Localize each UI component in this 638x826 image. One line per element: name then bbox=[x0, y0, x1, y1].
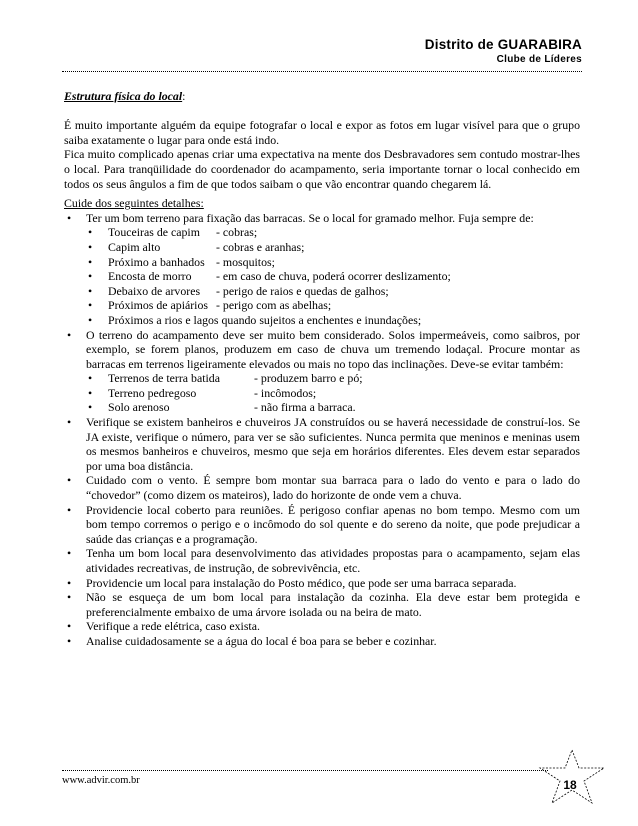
page-header bbox=[425, 37, 582, 65]
sublist-item-label: Próximo a banhados bbox=[108, 254, 205, 269]
sublist-item-risk: - mosquitos; bbox=[216, 254, 275, 269]
sublist-item bbox=[86, 386, 580, 401]
list-item: • Verifique se existem banheiros e chuveiros JA construídos ou se haverá necessidade de construí-los. Se JA existe, verifique o número, para ver se são suficientes. Nunca permita que meninos e meninas usem os mesmos banheiros e chuveiros, mesmo que seja em horários diferentes. Eles devem estar separados por uma boa distância. bbox=[64, 415, 580, 473]
sublist-item bbox=[86, 371, 580, 386]
list-item: • Analise cuidadosamente se a água do local é boa para se beber e cozinhar. bbox=[64, 634, 580, 649]
sublist-item-risk: - perigo com as abelhas; bbox=[216, 298, 332, 313]
sublist-item bbox=[86, 313, 580, 328]
star-outline-icon bbox=[537, 748, 607, 806]
sublist-item bbox=[86, 240, 580, 255]
list-item: • Verifique a rede elétrica, caso exista. bbox=[64, 619, 580, 634]
sublist-item-risk: - não firma a barraca. bbox=[254, 400, 356, 415]
sublist-item-label: Próximos a rios e lagos quando sujeitos a enchentes e inundações; bbox=[108, 312, 422, 327]
explanation-paragraph: Fica muito complicado apenas criar uma expectativa na mente dos Desbravadores sem contudo mostrar-lhes o local. Para tranqüilidade do coordenador do acampamento, seria importante tornar o local conhecido em todos os seus ângulos a fim de que todos saibam o que vão encontrar quando chegarem lá. bbox=[64, 147, 580, 191]
details-title: Cuide dos seguintes detalhes: bbox=[64, 196, 204, 211]
list-item bbox=[64, 211, 580, 328]
sublist-item bbox=[86, 284, 580, 299]
list-item-text: Ter um bom terreno para fixação das barracas. Se o local for gramado melhor. Fuja sempre de: bbox=[86, 210, 534, 225]
sublist-item bbox=[86, 225, 580, 240]
list-item: • Não se esqueça de um bom local para instalação da cozinha. Ela deve estar bem protegida e preferencialmente embaixo de uma árvore isolada ou na beira de mato. bbox=[64, 590, 580, 619]
sublist-item-label: Touceiras de capim bbox=[108, 225, 200, 240]
list-item: • Cuidado com o vento. É sempre bom montar sua barraca para o lado do vento e para o lado do “chovedor” (como dizem os mateiros), lado do horizonte de onde vem a chuva. bbox=[64, 473, 580, 502]
list-item-text: O terreno do acampamento deve ser muito bem considerado. Solos impermeáveis, como saibros, por exemplo, se forem planos, produzem em caso de chuva um tremendo lodaçal. Procure montar as barracas em terrenos ligeiramente elevados ou mais no topo das inclinações. Deve-se evitar também: bbox=[86, 327, 580, 371]
sublist-item-label: Terreno pedregoso bbox=[108, 385, 197, 400]
sublist-item-risk: - cobras e aranhas; bbox=[216, 239, 305, 254]
club-subtitle: Clube de Líderes bbox=[496, 54, 582, 65]
sublist-item-label: Próximos de apiários bbox=[108, 298, 209, 313]
sublist-item bbox=[86, 298, 580, 313]
details-list bbox=[64, 211, 580, 649]
sublist-item-label: Terrenos de terra batida bbox=[108, 371, 220, 386]
section-title: Estrutura física do local bbox=[64, 89, 183, 103]
district-title: Distrito de GUARABIRA bbox=[424, 37, 582, 52]
footer-url: www.advir.com.br bbox=[62, 775, 140, 786]
sublist-item-risk: - produzem barro e pó; bbox=[254, 371, 363, 386]
list-item: • Tenha um bom local para desenvolvimento das atividades propostas para o acampamento, sejam elas atividades recreativas, de instrução, de sobrevivência, etc. bbox=[64, 546, 580, 575]
soil-sublist bbox=[86, 371, 580, 415]
avoid-sublist bbox=[86, 225, 580, 327]
intro-paragraph: É muito importante alguém da equipe fotografar o local e expor as fotos em lugar visível para que o grupo saiba exatamente o lugar para onde está indo. bbox=[64, 118, 580, 147]
header-divider bbox=[62, 71, 582, 72]
sublist-item-risk: - cobras; bbox=[216, 225, 258, 240]
sublist-item-risk: - em caso de chuva, poderá ocorrer deslizamento; bbox=[216, 269, 451, 284]
sublist-item-risk: - perigo de raios e quedas de galhos; bbox=[216, 283, 389, 298]
sublist-item bbox=[86, 400, 580, 415]
section-title-colon: : bbox=[182, 89, 186, 103]
sublist-item-label: Encosta de morro bbox=[108, 269, 192, 284]
page-number: 18 bbox=[563, 778, 577, 792]
document-body bbox=[64, 89, 580, 649]
sublist-item-risk: - incômodos; bbox=[254, 385, 317, 400]
list-item: • Providencie local coberto para reuniões. É perigoso confiar apenas no bom tempo. Mesmo com um bom tempo corremos o perigo e o incômodo do sol quente e do sereno da noite, que pode prejudicar a saúde das crianças e a programação. bbox=[64, 503, 580, 547]
sublist-item bbox=[86, 269, 580, 284]
list-item bbox=[64, 328, 580, 416]
sublist-item-label: Debaixo de arvores bbox=[108, 283, 201, 298]
section-heading bbox=[64, 89, 580, 104]
sublist-item-label: Solo arenoso bbox=[108, 400, 170, 415]
sublist-item-label: Capim alto bbox=[108, 239, 161, 254]
footer-divider bbox=[62, 770, 548, 771]
list-item: • Providencie um local para instalação do Posto médico, que pode ser uma barraca separada. bbox=[64, 576, 580, 591]
sublist-item bbox=[86, 255, 580, 270]
